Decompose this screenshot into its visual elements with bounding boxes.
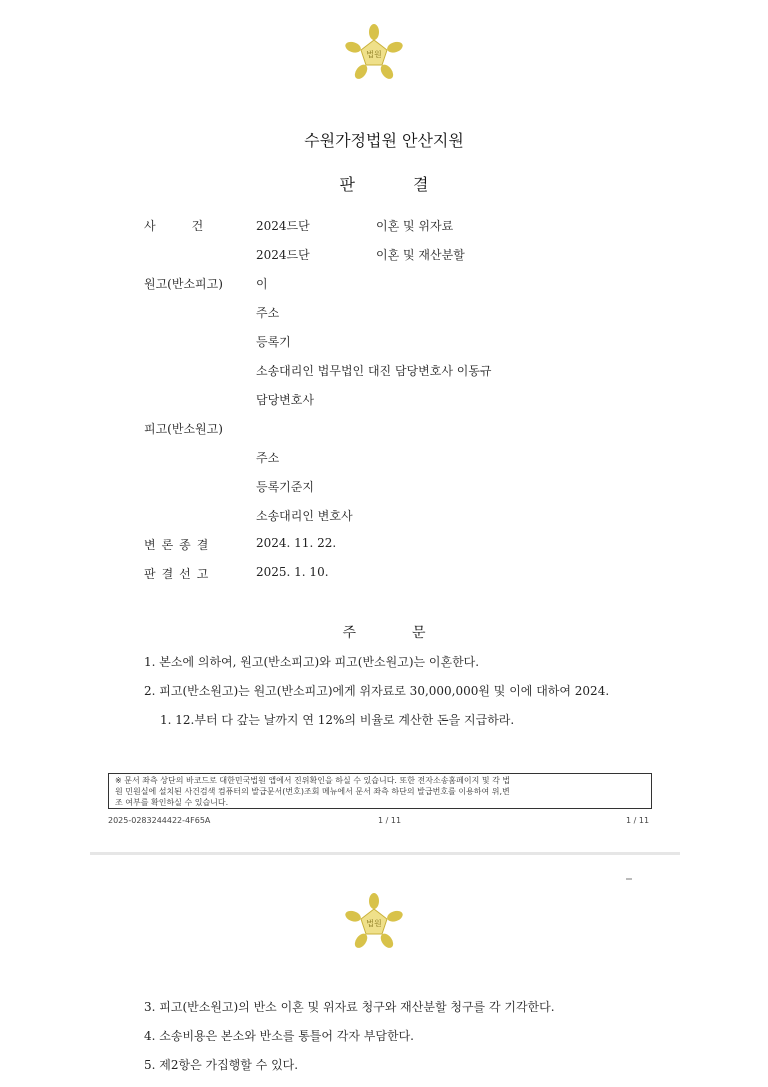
case-1-name: 이혼 및 위자료 <box>376 219 454 233</box>
notice-line-1: ※ 문서 좌측 상단의 바코드로 대한민국법원 앱에서 진위확인을 하실 수 있습니다. 또한 전자소송홈페이지 및 각 법 <box>115 776 511 785</box>
court-emblem-icon <box>344 24 404 80</box>
case-2-number: 2024드단 <box>256 248 310 262</box>
page-separator <box>90 852 680 855</box>
verification-notice <box>108 773 652 809</box>
page-number-center: 1 / 11 <box>378 816 402 825</box>
judgment-date: 2025. 1. 10. <box>256 565 329 579</box>
order-title: 주문 <box>342 625 482 641</box>
order-item-3: 3. 피고(반소원고)의 반소 이혼 및 위자료 청구와 재산분할 청구를 각 기각한다. <box>144 1000 555 1014</box>
court-emblem-icon <box>344 893 404 949</box>
defendant-attorney: 소송대리인 변호사 <box>256 509 353 523</box>
order-item-5: 5. 제2항은 가집행할 수 있다. <box>144 1058 299 1072</box>
plaintiff-name: 이 <box>256 277 268 291</box>
defendant-label: 피고(반소원고) <box>144 422 223 436</box>
order-item-1: 1. 본소에 의하여, 원고(반소피고)와 피고(반소원고)는 이혼한다. <box>144 655 480 669</box>
case-1-number: 2024드단 <box>256 219 310 233</box>
notice-line-3: 조 여부를 확인하실 수 있습니다. <box>115 798 229 807</box>
page-number-right: 1 / 11 <box>626 816 650 825</box>
order-item-2a: 2. 피고(반소원고)는 원고(반소피고)에게 위자료로 30,000,000원 및 이에 대하여 2024. <box>144 684 610 698</box>
case-label: 사건 <box>144 219 240 233</box>
plaintiff-label: 원고(반소피고) <box>144 277 223 291</box>
judgment-label: 판결선고 <box>144 567 215 581</box>
closing-date: 2024. 11. 22. <box>256 536 337 550</box>
plaintiff-registry-label: 등록기 <box>256 335 291 349</box>
document-title: 판결 <box>339 175 487 194</box>
plaintiff-address-label: 주소 <box>256 306 280 320</box>
seal-text: 법원 <box>366 50 382 59</box>
seal-text: 법원 <box>366 919 382 928</box>
court-name: 수원가정법원 안산지원 <box>304 131 464 150</box>
page-mark <box>626 878 632 880</box>
case-2-name: 이혼 및 재산분할 <box>376 248 465 262</box>
plaintiff-attorney-2: 담당변호사 <box>256 393 314 407</box>
issue-number: 2025-0283244422-4F65A <box>108 816 211 825</box>
plaintiff-attorney: 소송대리인 법무법인 대진 담당변호사 이동규 <box>256 364 492 378</box>
order-item-2b: 1. 12.부터 다 갚는 날까지 연 12%의 비율로 계산한 돈을 지급하라. <box>160 713 515 727</box>
closing-label: 변론종결 <box>144 538 215 552</box>
notice-line-2: 원 민원실에 설치된 사건검색 컴퓨터의 발급문서(번호)조회 메뉴에서 문서 좌측 하단의 발급번호를 이용하여 위,변 <box>115 787 510 796</box>
order-item-4: 4. 소송비용은 본소와 반소를 통틀어 각자 부담한다. <box>144 1029 414 1043</box>
defendant-address-label: 주소 <box>256 451 280 465</box>
defendant-registry-label: 등록기준지 <box>256 480 314 494</box>
